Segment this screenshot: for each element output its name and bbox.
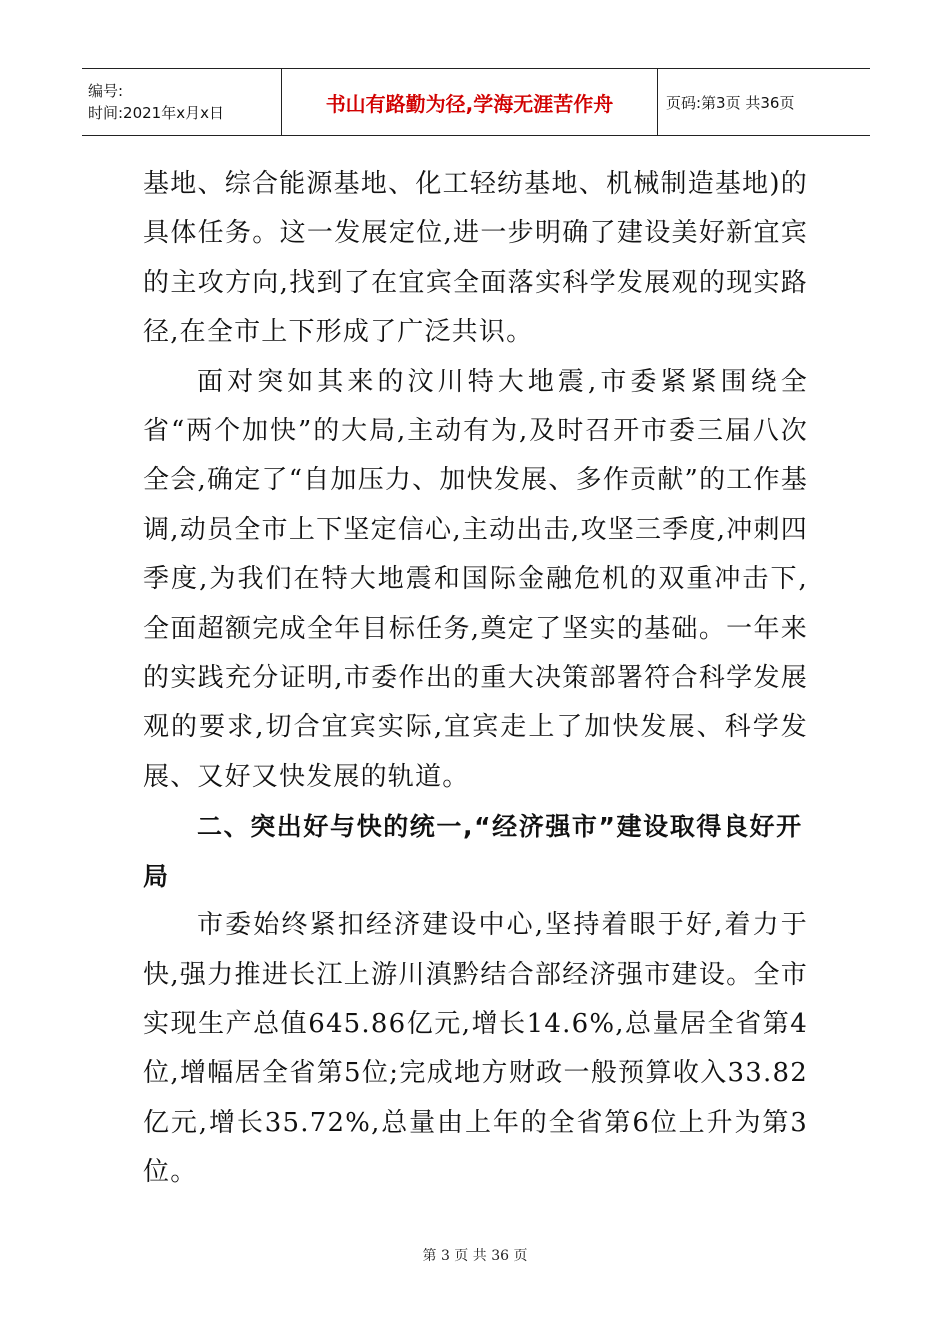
page-header xyxy=(82,68,870,136)
document-time-label: 时间:2021年x月x日 xyxy=(88,104,224,122)
header-motto: 书山有路勤为径,学海无涯苦作舟 xyxy=(325,91,614,116)
header-page-cell xyxy=(658,69,870,135)
document-number-label: 编号: xyxy=(88,82,124,100)
page-footer xyxy=(0,1245,950,1265)
body-paragraph-1: 基地、综合能源基地、化工轻纺基地、机械制造基地)的具体任务。这一发展定位,进一步明确了建设美好新宜宾的主攻方向,找到了在宜宾全面落实科学发展观的现实路径,在全市上下形成了广泛共识。 xyxy=(143,169,808,348)
header-motto-cell xyxy=(282,69,658,135)
header-meta xyxy=(82,69,282,135)
header-page-info: 页码:第3页 共36页 xyxy=(666,93,795,112)
body-paragraph-3: 市委始终紧扣经济建设中心,坚持着眼于好,着力于快,强力推进长江上游川滇黔结合部经济强市建设。全市实现生产总值645.86亿元,增长14.6%,总量居全省第4位,增幅居全省第5位;完成地方财政一般预算收入33.82亿元,增长35.72%,总量由上年的全省第6位上升为第3位。 xyxy=(143,910,808,1188)
body-paragraph-2: 面对突如其来的汶川特大地震,市委紧紧围绕全省“两个加快”的大局,主动有为,及时召开市委三届八次全会,确定了“自加压力、加快发展、多作贡献”的工作基调,动员全市上下坚定信心,主动出击,攻坚三季度,冲刺四季度,为我们在特大地震和国际金融危机的双重冲击下,全面超额完成全年目标任务,奠定了坚实的基础。一年来的实践充分证明,市委作出的重大决策部署符合科学发展观的要求,切合宜宾实际,宜宾走上了加快发展、科学发展、又好又快发展的轨道。 xyxy=(143,366,808,792)
section-heading: 二、突出好与快的统一,“经济强市”建设取得良好开局 xyxy=(143,812,803,891)
footer-page-number: 第 3 页 共 36 页 xyxy=(422,1248,528,1264)
document-body xyxy=(143,160,808,1198)
